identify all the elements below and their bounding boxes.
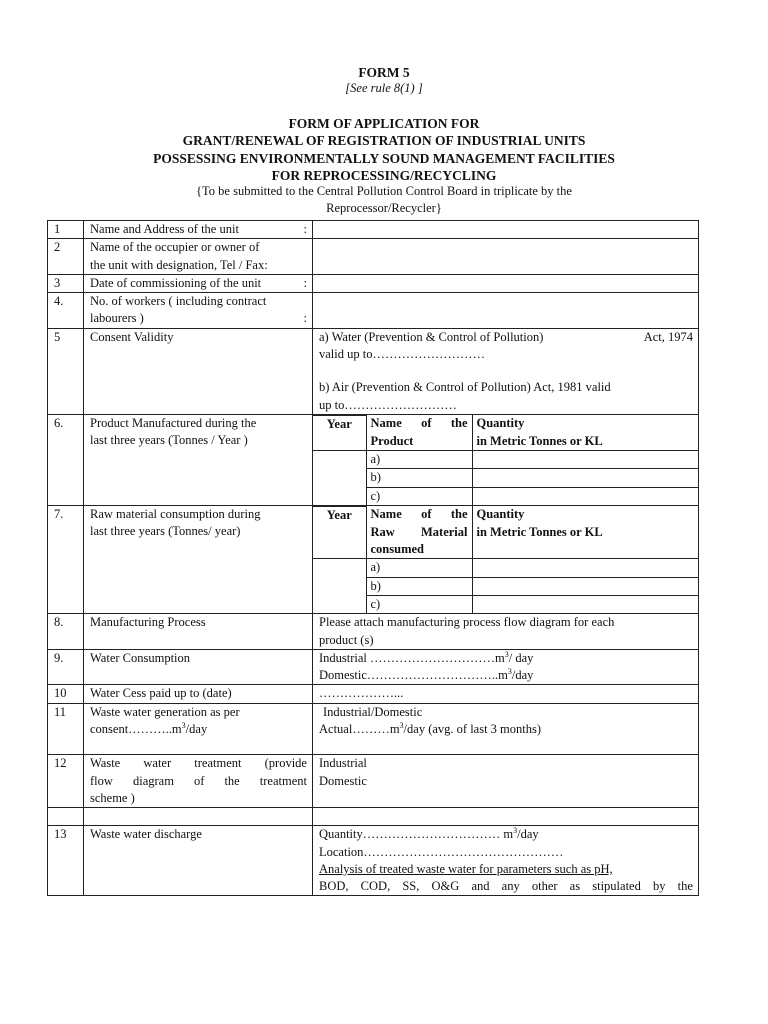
label-line: last three years (Tonnes/ year) <box>90 524 241 539</box>
waste-water-generation-field[interactable]: Industrial/Domestic $Actual\dots\dots\dots m^3$/day (avg. of last 3 months) <box>313 703 699 755</box>
row-number: 5 <box>48 328 84 414</box>
label-line: Waste water generation as per <box>90 704 240 719</box>
material-name-input[interactable]: b) <box>366 577 472 595</box>
form-row-10 <box>48 685 699 703</box>
submission-line-2: Reprocessor/Recycler} <box>326 201 442 216</box>
label-line: No. of workers ( including contract <box>90 294 267 309</box>
main-title-line-1: FORM OF APPLICATION FOR <box>288 116 480 131</box>
form-row-1 <box>48 221 699 239</box>
label-colon: : <box>303 275 307 290</box>
material-row-c <box>313 595 698 613</box>
label-text: Name and Address of the unit <box>90 222 239 236</box>
form-row-5 <box>48 328 699 414</box>
form-row-3 <box>48 274 699 292</box>
row-label <box>84 293 313 329</box>
product-qty-input[interactable] <box>472 487 698 505</box>
analysis-note-line-1: Analysis of treated waste water for parameters such as pH, <box>319 861 613 876</box>
form-row-9 <box>48 649 699 685</box>
waste-water-treatment-field[interactable]: Industrial Domestic <box>313 755 699 808</box>
manufacturing-process-field[interactable]: Please attach manufacturing process flow diagram for each product (s) <box>313 614 699 650</box>
row-label: Waste water generation as per $consent\dots\dots\dots..m^3$/day <box>84 703 313 755</box>
submission-line-1: {To be submitted to the Central Pollution Control Board in triplicate by the <box>196 184 572 198</box>
row-number: 12 <box>48 755 84 808</box>
col-year: Year <box>313 415 366 450</box>
col-year: Year <box>313 506 366 558</box>
discharge-location: Location………………………………………… <box>319 844 564 859</box>
material-qty-input[interactable] <box>472 559 698 577</box>
submission-note <box>0 183 768 218</box>
product-qty-input[interactable] <box>472 451 698 469</box>
label-line: Raw material consumption during <box>90 506 261 521</box>
row-number: 1 <box>48 221 84 239</box>
form-row-8 <box>48 614 699 650</box>
main-title-line-3: POSSESSING ENVIRONMENTALLY SOUND MANAGEMENT FACILITIES <box>153 150 615 166</box>
product-name-input[interactable]: b) <box>366 469 472 487</box>
products-subtable-cell <box>313 414 699 505</box>
products-subtable <box>313 415 698 505</box>
row-label: Consent Validity <box>84 328 313 414</box>
water-cess-field[interactable]: ………………... <box>313 685 699 703</box>
material-row-a <box>313 559 698 577</box>
row-number: 3 <box>48 274 84 292</box>
form-row-11 <box>48 703 699 755</box>
label-colon: : <box>303 311 307 326</box>
form-row-13 <box>48 826 699 896</box>
product-row-b <box>313 469 698 487</box>
raw-material-subtable-cell <box>313 505 699 613</box>
subtable-header <box>313 506 698 558</box>
water-act-text: a) Water (Prevention & Control of Pollution) <box>319 329 544 344</box>
form-row-4 <box>48 293 699 329</box>
label-line: Name of the occupier or owner of <box>90 240 260 255</box>
form-number-title: FORM 5 <box>358 65 410 80</box>
row-label <box>84 221 313 239</box>
commissioning-date-field[interactable] <box>313 274 699 292</box>
label-line: labourers ) <box>90 311 144 326</box>
water-act-year: Act, 1974 <box>643 329 693 344</box>
material-qty-input[interactable] <box>472 577 698 595</box>
subtable-header <box>313 415 698 450</box>
consent-validity-field[interactable] <box>313 328 699 414</box>
main-title-line-2: GRANT/RENEWAL OF REGISTRATION OF INDUSTRIAL UNITS <box>182 133 586 149</box>
row-number: 13 <box>48 826 84 896</box>
water-consumption-field[interactable]: Industrial $\dots\dots\dots\dots\dots\dots\dots\dots\dots\dots m^3/$ day $Domestic\dots\dots\dots\dots\dots\dots\dots\dots\dots\dots..m^3$/day <box>313 649 699 685</box>
form-spacer-row <box>48 808 699 826</box>
row-number: 2 <box>48 239 84 275</box>
material-row-b <box>313 577 698 595</box>
waste-water-discharge-field[interactable]: Quantity…………………………… $m^3$/day Location………………………………………… Analysis of treated waste water for parameters such as pH, BOD, COD, SS, O&G and any other as stipulated by the <box>313 826 699 896</box>
air-act-text: b) Air (Prevention & Control of Pollution) Act, 1981 valid <box>319 380 611 395</box>
row-number: 8. <box>48 614 84 650</box>
label-text: Date of commissioning of the unit <box>90 275 262 290</box>
col-product-name: Name of the Product <box>366 415 472 450</box>
row-number: 4. <box>48 293 84 329</box>
label-colon: : <box>303 222 307 236</box>
industrial-consumption: Industrial …………………………m <box>319 650 505 665</box>
analysis-note-line-2: BOD, COD, SS, O&G and any other as stipulated by the <box>319 879 693 894</box>
application-form-table <box>47 220 699 896</box>
form-row-12 <box>48 755 699 808</box>
product-row-a <box>313 451 698 469</box>
row-label: Waste water discharge <box>84 826 313 896</box>
label-line: the unit with designation, Tel / Fax: <box>90 257 268 272</box>
occupier-owner-field[interactable] <box>313 239 699 275</box>
row-label <box>84 505 313 613</box>
product-qty-input[interactable] <box>472 469 698 487</box>
row-number: 9. <box>48 649 84 685</box>
year-input[interactable] <box>313 451 366 505</box>
product-row-c <box>313 487 698 505</box>
col-quantity: Quantity in Metric Tonnes or KL <box>472 506 698 558</box>
row-number: 6. <box>48 414 84 505</box>
col-material-name: Name of the Raw Material consumed <box>366 506 472 558</box>
material-qty-input[interactable] <box>472 595 698 613</box>
row-number: 7. <box>48 505 84 613</box>
domestic-consumption: Domestic…………………………..m <box>319 668 508 683</box>
row-number: 10 <box>48 685 84 703</box>
row-label: Waste water treatment (provide flow diagram of the treatment scheme ) <box>84 755 313 808</box>
form-row-7 <box>48 505 699 613</box>
form-row-6 <box>48 414 699 505</box>
row-label: Manufacturing Process <box>84 614 313 650</box>
label-line: Product Manufactured during the <box>90 415 257 430</box>
row-label <box>84 274 313 292</box>
row-number: 11 <box>48 703 84 755</box>
material-name-input[interactable]: c) <box>366 595 472 613</box>
product-name-input[interactable]: c) <box>366 487 472 505</box>
water-valid-up-to: valid up to……………………… <box>319 347 485 362</box>
workers-count-field[interactable] <box>313 293 699 329</box>
label-line: last three years (Tonnes / Year ) <box>90 433 248 448</box>
col-quantity: Quantity in Metric Tonnes or KL <box>472 415 698 450</box>
row-label: Water Cess paid up to (date) <box>84 685 313 703</box>
form-row-2 <box>48 239 699 275</box>
product-name-input[interactable]: a) <box>366 451 472 469</box>
rule-reference: [See rule 8(1) ] <box>345 81 423 95</box>
form-main-title <box>0 115 768 184</box>
row-label <box>84 414 313 505</box>
unit-name-address-field[interactable] <box>313 221 699 239</box>
row-label <box>84 239 313 275</box>
material-name-input[interactable]: a) <box>366 559 472 577</box>
year-input[interactable] <box>313 559 366 613</box>
row-label: Water Consumption <box>84 649 313 685</box>
air-valid-up-to: up to……………………… <box>319 397 457 412</box>
raw-material-subtable <box>313 506 698 613</box>
main-title-line-4: FOR REPROCESSING/RECYCLING <box>271 167 497 183</box>
